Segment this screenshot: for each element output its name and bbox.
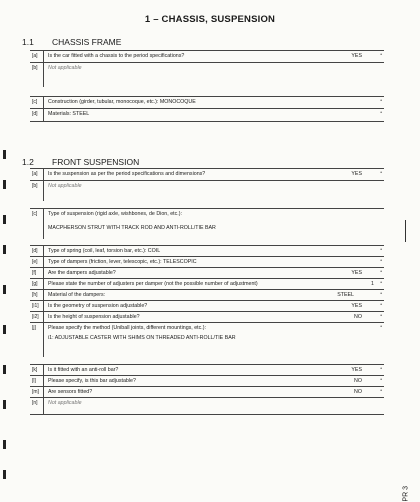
- margin-mark: •: [380, 110, 382, 116]
- row-question: Is it fitted with an anti-roll bar?: [48, 367, 119, 373]
- margin-mark: •: [380, 388, 382, 394]
- margin-mark: •: [380, 258, 382, 264]
- row-question: Type of dampers (friction, lever, telescopic, etc.): TELESCOPIC: [48, 259, 197, 265]
- margin-mark: •: [380, 302, 382, 308]
- row-question: Not applicable: [48, 65, 82, 71]
- form-row: [30, 397, 384, 415]
- row-question: Is the car fitted with a chassis to the period specifications?: [48, 53, 185, 59]
- row-question: Type of suspension (rigid axle, wishbones, de Dion, etc.):: [48, 211, 182, 217]
- row-question: Type of spring (coil, leaf, torsion bar, etc.): COIL: [48, 248, 161, 254]
- row-label: [n]: [30, 398, 44, 414]
- row-question: Are sensors fitted?: [48, 389, 93, 395]
- row-answer: YES: [351, 270, 362, 276]
- row-label: [g]: [30, 279, 44, 290]
- row-label: [i1]: [30, 301, 44, 312]
- section-title: FRONT SUSPENSION: [52, 157, 140, 167]
- section-number: 1.1: [22, 37, 34, 47]
- section-heading-front-suspension: [22, 157, 139, 167]
- row-question: Are the dampers adjustable?: [48, 270, 116, 276]
- row-answer: STEEL: [337, 292, 354, 298]
- row-question: Please state the number of adjusters per damper (not the possible number of adjustment): [48, 281, 258, 287]
- margin-mark: •: [380, 377, 382, 383]
- row-answer: YES: [351, 53, 362, 59]
- form-row: [30, 62, 384, 87]
- margin-mark: •: [380, 366, 382, 372]
- margin-mark: •: [380, 98, 382, 104]
- binding-holes: [0, 0, 12, 500]
- section-heading-chassis: [22, 37, 121, 47]
- row-answer: NO: [354, 314, 362, 320]
- form-row: [30, 108, 384, 122]
- row-label: [k]: [30, 365, 44, 376]
- row-question: Not applicable: [48, 183, 82, 189]
- section-title: CHASSIS FRAME: [52, 37, 122, 47]
- row-answer: NO: [354, 389, 362, 395]
- form-row: [30, 208, 384, 239]
- page-title: 1 – CHASSIS, SUSPENSION: [144, 14, 276, 25]
- margin-mark: •: [380, 313, 382, 319]
- row-question: Construction (girder, tubular, monocoque, etc.): MONOCOQUE: [48, 99, 196, 105]
- margin-mark: •: [380, 280, 382, 286]
- margin-mark: •: [380, 291, 382, 297]
- row-label: [m]: [30, 387, 44, 398]
- row-answer: YES: [351, 367, 362, 373]
- row-label: [d]: [30, 109, 44, 121]
- row-label: [j]: [30, 323, 44, 357]
- page-number: PR 3: [403, 486, 410, 502]
- margin-mark: •: [380, 324, 382, 330]
- row-answer-text: MACPHERSON STRUT WITH TRACK ROD AND ANTI-ROLL/TIE BAR: [48, 225, 216, 231]
- row-question: Not applicable: [48, 400, 82, 406]
- row-question: Material of the dampers:: [48, 292, 106, 298]
- section-chassis-frame: [30, 50, 384, 150]
- row-question: Is the suspension as per the period specifications and dimensions?: [48, 171, 206, 177]
- row-answer: 1: [371, 281, 374, 287]
- row-question: Please specify the method (Uniball joints, different mountings, etc.):: [48, 325, 207, 331]
- margin-mark: •: [380, 269, 382, 275]
- row-label: [f]: [30, 268, 44, 279]
- row-answer: NO: [354, 378, 362, 384]
- row-question: Please specify, is this bar adjustable?: [48, 378, 136, 384]
- row-answer-text: i1: ADJUSTABLE CASTER WITH SHIMS ON THREADED ANTI-ROLL/TIE BAR: [48, 335, 236, 341]
- form-row: [30, 322, 384, 357]
- row-label: [i2]: [30, 312, 44, 323]
- margin-mark: •: [380, 52, 382, 58]
- section-number: 1.2: [22, 157, 34, 167]
- row-label: [b]: [30, 181, 44, 201]
- row-question: Materials: STEEL: [48, 111, 90, 117]
- row-question: Is the geometry of suspension adjustable?: [48, 303, 148, 309]
- row-label: [a]: [30, 169, 44, 181]
- row-label: [l]: [30, 376, 44, 387]
- margin-mark: •: [380, 170, 382, 176]
- row-label: [d]: [30, 246, 44, 257]
- form-row: [30, 180, 384, 201]
- row-label: [b]: [30, 63, 44, 87]
- row-label: [e]: [30, 257, 44, 268]
- margin-mark: •: [380, 247, 382, 253]
- row-label: [c]: [30, 97, 44, 109]
- row-label: [h]: [30, 290, 44, 301]
- row-label: [a]: [30, 51, 44, 63]
- row-answer: YES: [351, 171, 362, 177]
- row-label: [c]: [30, 209, 44, 239]
- row-answer: YES: [351, 303, 362, 309]
- row-question: Is the height of suspension adjustable?: [48, 314, 140, 320]
- margin-line: [405, 220, 406, 242]
- section-front-suspension: [30, 168, 384, 448]
